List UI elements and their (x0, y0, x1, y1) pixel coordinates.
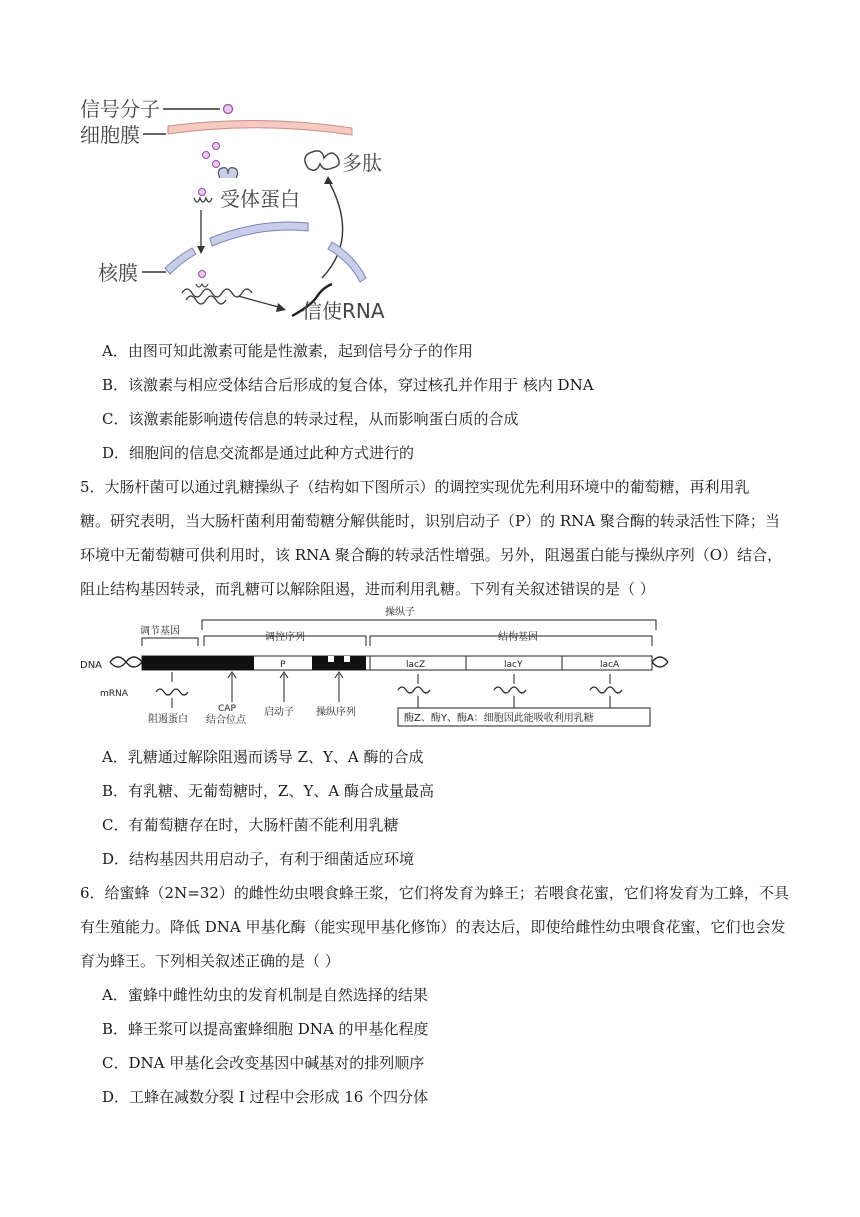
lacy-label: lacY (504, 660, 523, 670)
cap-binding-site-label: 结合位点 (206, 715, 246, 726)
signal-molecule-label: 信号分子 (80, 97, 160, 121)
control-sequence-label: 调控序列 (265, 632, 305, 643)
signal-dot (199, 189, 206, 196)
q6-option-a: A．蜜蜂中雌性幼虫的发育机制是自然选择的结果 (102, 986, 428, 1004)
nuclear-membrane-segment (165, 248, 196, 274)
q5-option-b: B．有乳糖、无葡萄糖时，Z、Y、A 酶合成量最高 (102, 782, 434, 800)
q4-option-b: B．该激素与相应受体结合后形成的复合体，穿过核孔并作用于 核内 DNA (102, 376, 594, 394)
receptor-complex (194, 198, 212, 202)
structural-genes-label: 结构基因 (498, 632, 538, 643)
operator-label: 操纵序列 (316, 707, 356, 718)
q6-stem-line: 有生殖能力。降低 DNA 甲基化酶（能实现甲基化修饰）的表达后，即使给雌性幼虫喂食花蜜，它们也会发 (80, 918, 786, 936)
q6-option-b: B．蜂王浆可以提高蜜蜂细胞 DNA 的甲基化程度 (102, 1020, 429, 1038)
q5-stem-line: 环境中无葡萄糖可供利用时，该 RNA 聚合酶的转录活性增强。另外，阻遏蛋白能与操纵序列（O）结合， (80, 546, 783, 564)
repressor-label: 阻遏蛋白 (148, 714, 188, 725)
q6-stem-line: 6．给蜜蜂（2N=32）的雌性幼虫喂食蜂王浆，它们将发育为蜂王；若喂食花蜜，它们将发育为工蜂，不具 (80, 884, 789, 902)
promoter-label: 启动子 (264, 707, 294, 718)
laca-label: lacA (600, 660, 620, 670)
operator-block (312, 656, 366, 670)
regulator-gene-label: 调节基因 (140, 626, 180, 637)
enzymes-label: 酶Z、酶Y、酶A：细胞因此能吸收利用乳糖 (404, 713, 594, 724)
q4-option-c: C．该激素能影响遗传信息的转录过程，从而影响蛋白质的合成 (102, 410, 519, 428)
q4-option-d: D．细胞间的信息交流都是通过此种方式进行的 (102, 444, 415, 462)
signal-dot (213, 143, 220, 150)
q5-stem-line: 糖。研究表明，当大肠杆菌利用葡萄糖分解供能时，识别启动子（P）的 RNA 聚合酶的转录活性下降；当 (80, 512, 780, 530)
receptor-protein-label: 受体蛋白 (220, 187, 300, 211)
nuclear-membrane-segment (210, 222, 308, 246)
q5-stem-line: 5．大肠杆菌可以通过乳糖操纵子（结构如下图所示）的调控实现优先利用环境中的葡萄糖，再利用乳 (80, 478, 750, 496)
mrna-label: mRNA (100, 689, 128, 699)
operon-label: 操纵子 (385, 607, 415, 618)
q4-option-a: A．由图可知此激素可能是性激素，起到信号分子的作用 (102, 342, 473, 360)
polypeptide-label: 多肽 (342, 151, 382, 175)
lac-operon-figure (80, 604, 680, 734)
cap-label: CAP (218, 704, 236, 714)
lacz-label: lacZ (406, 660, 426, 670)
q6-option-d: D．工蜂在减数分裂 I 过程中会形成 16 个四分体 (102, 1088, 429, 1106)
mrna-wave (156, 689, 188, 695)
signal-dot (213, 161, 220, 168)
nuclear-membrane-label: 核膜 (98, 261, 138, 285)
dna-label: DNA (80, 660, 103, 671)
promoter-p-label: P (280, 660, 286, 670)
regulator-gene-block (142, 656, 254, 670)
q6-stem-line: 育为蜂王。下列相关叙述正确的是（ ） (80, 952, 340, 970)
receptor-protein (218, 168, 237, 178)
q5-option-a: A．乳糖通过解除阻遏而诱导 Z、Y、A 酶的合成 (102, 748, 424, 766)
q5-stem-line: 阻止结构基因转录，而乳糖可以解除阻遏，进而利用乳糖。下列有关叙述错误的是（ ） (80, 580, 655, 598)
q5-option-d: D．结构基因共用启动子，有利于细菌适应环境 (102, 850, 415, 868)
q5-option-c: C．有葡萄糖存在时，大肠杆菌不能利用乳糖 (102, 816, 399, 834)
mrna-label: 信使RNA (302, 299, 385, 323)
hormone-signaling-figure (70, 88, 400, 328)
polypeptide (305, 151, 339, 170)
signal-dot (203, 152, 210, 159)
q6-option-c: C．DNA 甲基化会改变基因中碱基对的排列顺序 (102, 1054, 425, 1072)
signal-molecule-dot (224, 105, 233, 114)
cell-membrane-label: 细胞膜 (80, 123, 140, 147)
cell-membrane (168, 120, 352, 135)
signal-dot (199, 271, 206, 278)
